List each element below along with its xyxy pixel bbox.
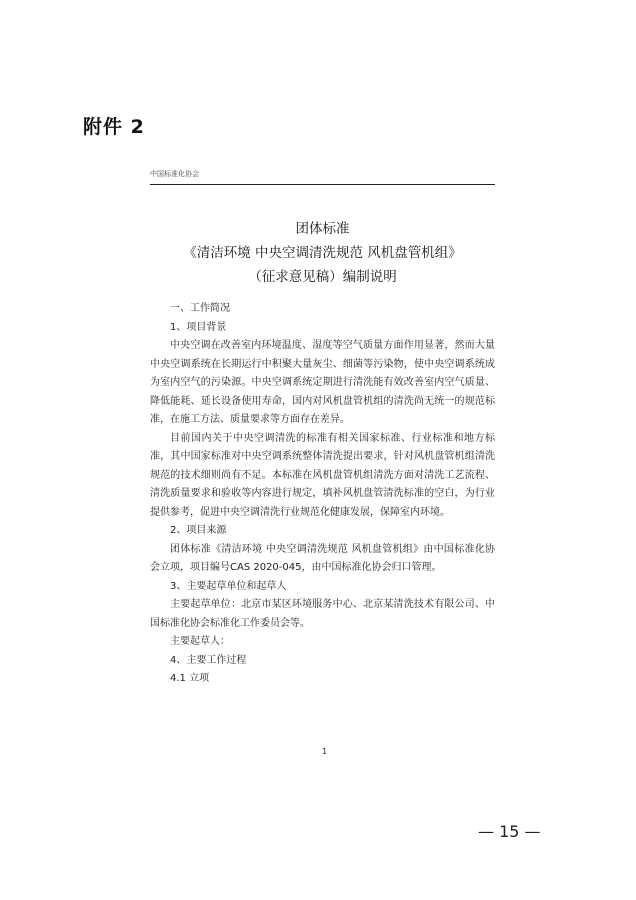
title-line-3: （征求意见稿）编制说明 [248, 269, 397, 285]
outer-page-number: — 15 — [478, 822, 541, 841]
inner-page-number: 1 [322, 747, 328, 756]
section-1-2-heading: 2、项目来源 [170, 525, 227, 536]
document-body [150, 300, 495, 689]
section-1-heading: 一、工作简况 [170, 303, 230, 314]
header-rule [150, 184, 495, 185]
section-1-1-paragraph-2: 目前国内关于中央空调清洗的标准有相关国家标准、行业标准和地方标准，其中国家标准对中央空调系统整体清洗提出要求，针对风机盘管机组清洗规范的技术细则尚有不足。本标准在风机盘管机组清洗方面对清洗工艺流程、清洗质量要求和验收等内容进行规定，填补风机盘管清洗标准的空白，为行业提供参考，促进中央空调清洗行业规范化健康发展，保障室内环境。 [150, 432, 495, 518]
attachment-label: 附件 2 [83, 116, 145, 138]
section-1-4-1-heading: 4.1 立项 [170, 673, 210, 684]
section-1-1-paragraph-1: 中央空调在改善室内环境温度、湿度等空气质量方面作用显著，然而大量中央空调系统在长期运行中积聚大量灰尘、细菌等污染物，使中央空调系统成为室内空气的污染源。中央空调系统定期进行清洗能有效改善室内空气质量、降低能耗、延长设备使用寿命，国内对风机盘管机组的清洗尚无统一的规范标准，在施工方法、质量要求等方面存在差异。 [150, 340, 495, 425]
section-1-1-heading: 1、项目背景 [170, 321, 227, 333]
section-1-3-paragraph: 主要起草单位：北京市某区环境服务中心、北京某清洗技术有限公司、中国标准化协会标准化工作委员会等。 [150, 599, 495, 629]
section-1-2-paragraph: 团体标准《清洁环境 中央空调清洗规范 风机盘管机组》由中国标准化协会立项，项目编号CAS 2020-045，由中国标准化协会归口管理。 [150, 543, 495, 573]
title-line-1: 团体标准 [295, 221, 350, 237]
title-block [150, 219, 495, 291]
section-1-3-people: 主要起草人： [170, 636, 230, 647]
section-1-4-heading: 4、主要工作过程 [170, 654, 247, 666]
title-line-2: 《清洁环境 中央空调清洗规范 风机盘管机组》 [183, 245, 462, 261]
header-label: 中国标准化协会 [150, 170, 199, 178]
section-1-3-heading: 3、主要起草单位和起草人 [170, 580, 287, 592]
